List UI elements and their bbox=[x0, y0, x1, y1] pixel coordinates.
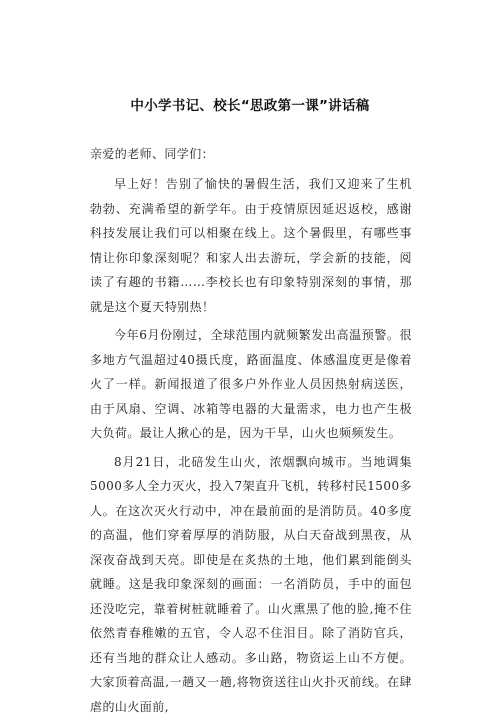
document-title: 中小学书记、校长“思政第一课”讲话稿 bbox=[130, 98, 370, 114]
salutation: 亲爱的老师、同学们： bbox=[90, 147, 215, 161]
paragraph: 8月21日，北碚发生山火，浓烟飘向城市。当地调集5000多人全力灭火，投入7架直升飞机，转移村民1500多人。在这次灭火行动中，冲在最前面的是消防员。40多度的高温，他们穿着厚厚的消防服，从白天奋战到黑夜，从深夜奋战到天亮。即使是在炙热的土地，他们累到能倒头就睡。这是我印象深刻的画面：一名消防员，手中的面包还没吃完，靠着树桩就睡着了。山火熏黑了他的脸,掩不住依然青春稚嫩的五官，令人忍不住泪目。除了消防官兵，还有当地的群众让人感动。多山路，物资运上山不方便。大家顶着高温,一趟又一趟,将物资送往山火扑灭前线。在肆虐的山火面前, bbox=[90, 454, 412, 714]
document-body bbox=[90, 142, 412, 723]
paragraph: 今年6月份刚过，全球范围内就频繁发出高温预警。很多地方气温超过40摄氏度，路面温度、体感温度更是像着火了一样。新闻报道了很多户外作业人员因热射病送医，由于风扇、空调、冰箱等电器的大量需求，电力也产生极大负荷。最让人揪心的是，因为干旱，山火也频频发生。 bbox=[90, 328, 412, 440]
paragraph: 早上好！告别了愉快的暑假生活，我们又迎来了生机勃勃、充满希望的新学年。由于疫情原因延迟返校，感谢科技发展让我们可以相聚在线上。这个暑假里，有哪些事情让你印象深刻呢？和家人出去游玩，学会新的技能，阅读了有趣的书籍……李校长也有印象特别深刻的事情，那就是这个夏天特别热！ bbox=[90, 177, 412, 314]
